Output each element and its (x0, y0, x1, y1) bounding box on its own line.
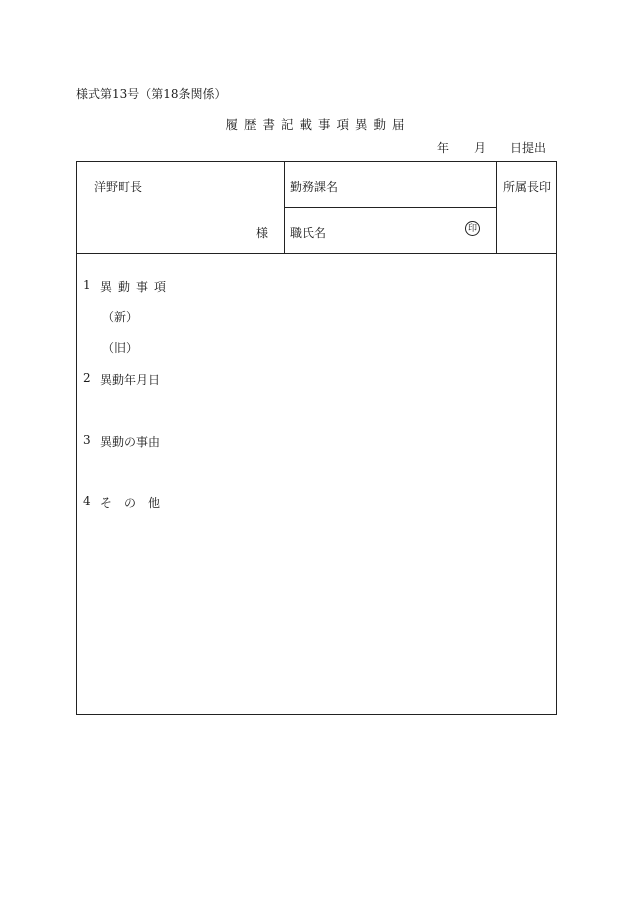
submission-date (437, 139, 546, 156)
item-3-number: 3 (83, 433, 91, 447)
date-month-label: 月 (474, 141, 487, 155)
date-year-label: 年 (437, 141, 450, 155)
divider-vertical-2 (496, 161, 497, 254)
divider-horizontal-1 (284, 207, 496, 208)
seal-mark: 印 (465, 221, 480, 236)
name-label: 職氏名 (290, 226, 327, 240)
item-2-number: 2 (83, 371, 91, 385)
item-4-label: その他 (100, 496, 173, 510)
item-3-label: 異動の事由 (100, 435, 161, 449)
date-day-submit-label: 日提出 (510, 141, 547, 155)
item-4-number: 4 (83, 494, 91, 508)
divider-horizontal-2 (76, 253, 557, 254)
document-title: 履歴書記載事項異動届 (225, 117, 411, 132)
department-label: 勤務課名 (290, 180, 339, 194)
sub-item-old: （旧） (102, 341, 139, 355)
item-1-number: 1 (83, 278, 91, 292)
item-1-label: 異動事項 (100, 280, 173, 294)
form-number: 様式第13号（第18条関係） (76, 87, 227, 101)
sub-item-new: （新） (102, 310, 139, 324)
honorific: 様 (256, 226, 269, 240)
supervisor-seal-label: 所属長印 (503, 180, 552, 194)
addressee: 洋野町長 (94, 180, 143, 194)
item-2-label: 異動年月日 (100, 373, 161, 387)
